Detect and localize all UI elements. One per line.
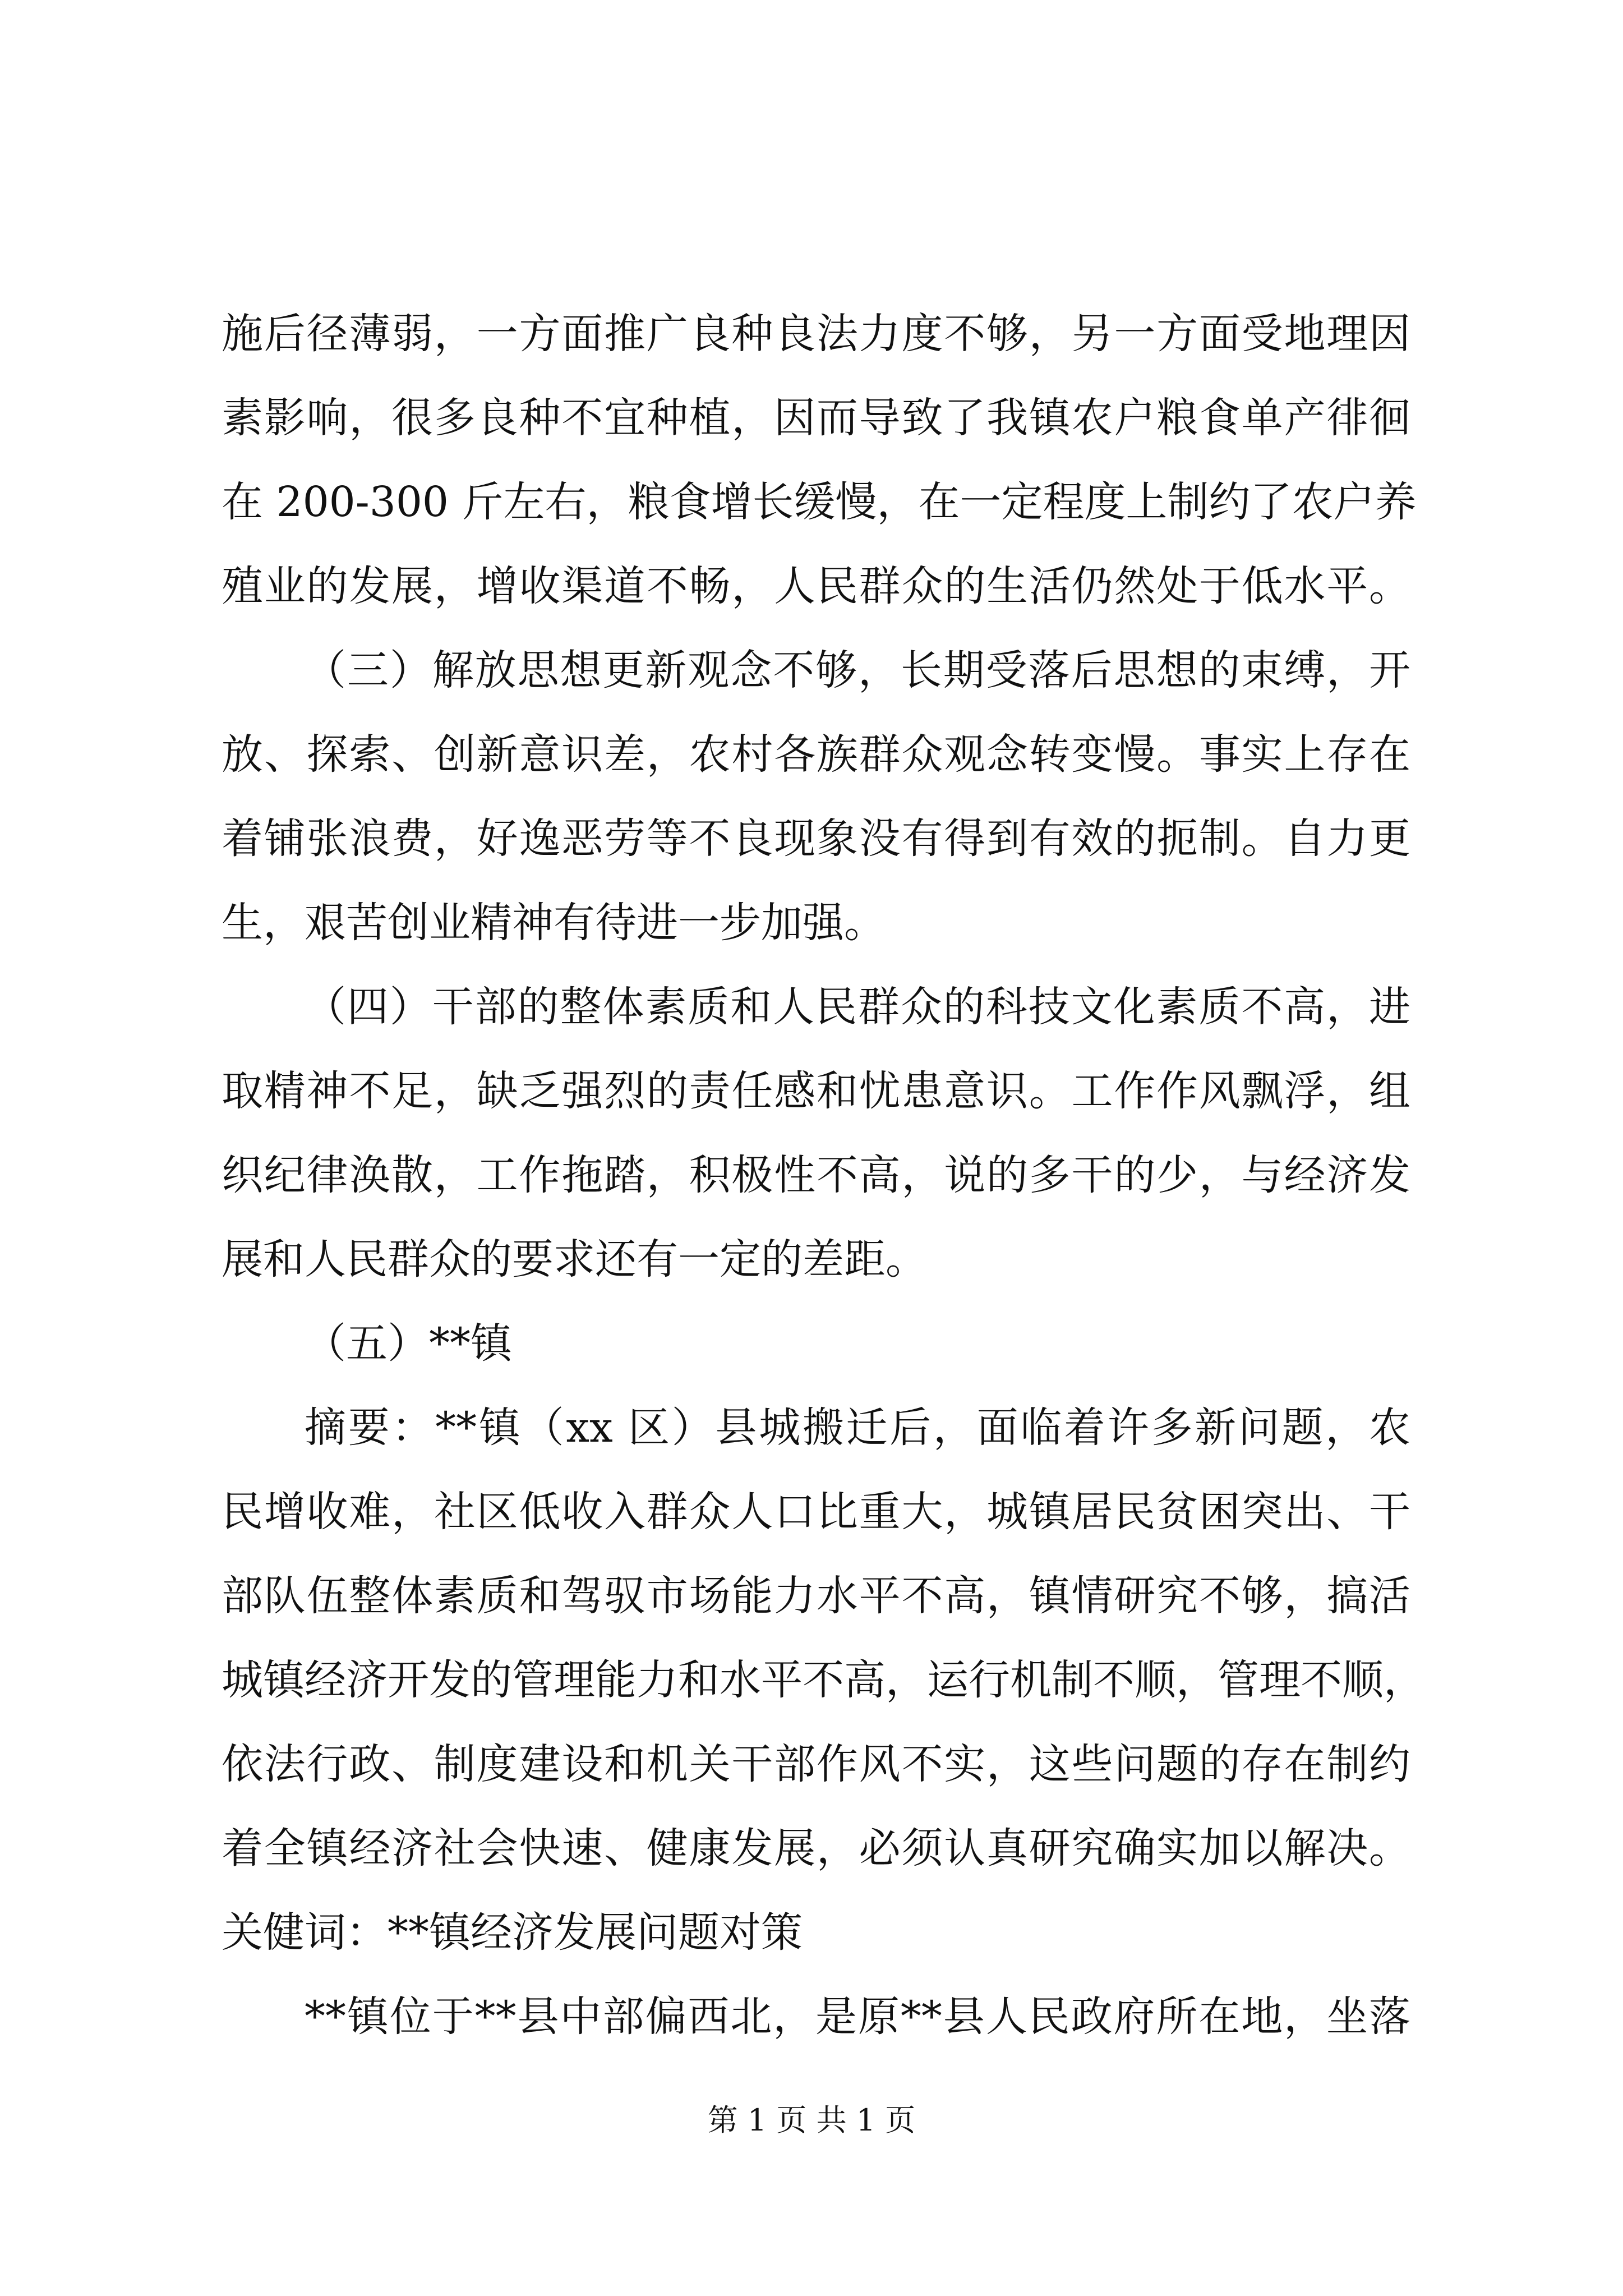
text-line-8: 生，艰苦创业精神有待进一步加强。 (222, 899, 886, 947)
page-footer: 第 1 页 共 1 页 (707, 2102, 916, 2138)
text-line-16: 部队伍整体素质和驾驭市场能力水平不高，镇情研究不够，搞活 (222, 1572, 1410, 1620)
text-line-1: 施后径薄弱，一方面推广良种良法力度不够，另一方面受地理因 (222, 310, 1410, 358)
text-line-15: 民增收难，社区低收入群众人口比重大，城镇居民贫困突出、干 (222, 1488, 1410, 1536)
text-line-18: 依法行政、制度建设和机关干部作风不实，这些问题的存在制约 (222, 1740, 1410, 1788)
text-line-21: **镇位于**县中部偏西北，是原**县人民政府所在地，坐落 (305, 1993, 1410, 2041)
text-line-6: 放、探索、创新意识差，农村各族群众观念转变慢。事实上存在 (222, 730, 1410, 779)
text-line-2: 素影响，很多良种不宜种植，因而导致了我镇农户粮食单产徘徊 (222, 394, 1410, 442)
document-body (222, 292, 1425, 2059)
text-line-10: 取精神不足，缺乏强烈的责任感和忧患意识。工作作风飘浮，组 (222, 1067, 1410, 1115)
text-line-11: 织纪律涣散，工作拖踏，积极性不高，说的多干的少，与经济发 (222, 1151, 1410, 1199)
text-line-14: 摘要：**镇（xx 区）县城搬迁后，面临着许多新问题，农 (305, 1404, 1410, 1452)
text-line-5: （三）解放思想更新观念不够，长期受落后思想的束缚，开 (305, 646, 1410, 694)
text-line-9: （四）干部的整体素质和人民群众的科技文化素质不高，进 (305, 983, 1410, 1031)
text-line-20: 关健词：**镇经济发展问题对策 (222, 1908, 803, 1957)
text-line-12: 展和人民群众的要求还有一定的差距。 (222, 1235, 927, 1283)
text-line-4: 殖业的发展，增收渠道不畅，人民群众的生活仍然处于低水平。 (222, 562, 1410, 610)
text-line-17: 城镇经济开发的管理能力和水平不高，运行机制不顺，管理不顺， (222, 1656, 1425, 1704)
text-line-3: 在 200-300 斤左右，粮食增长缓慢，在一定程度上制约了农户养 (222, 478, 1417, 526)
text-line-7: 着铺张浪费，好逸恶劳等不良现象没有得到有效的扼制。自力更 (222, 815, 1410, 863)
text-line-13: （五）**镇 (305, 1319, 512, 1368)
text-line-19: 着全镇经济社会快速、健康发展，必须认真研究确实加以解决。 (222, 1824, 1410, 1872)
